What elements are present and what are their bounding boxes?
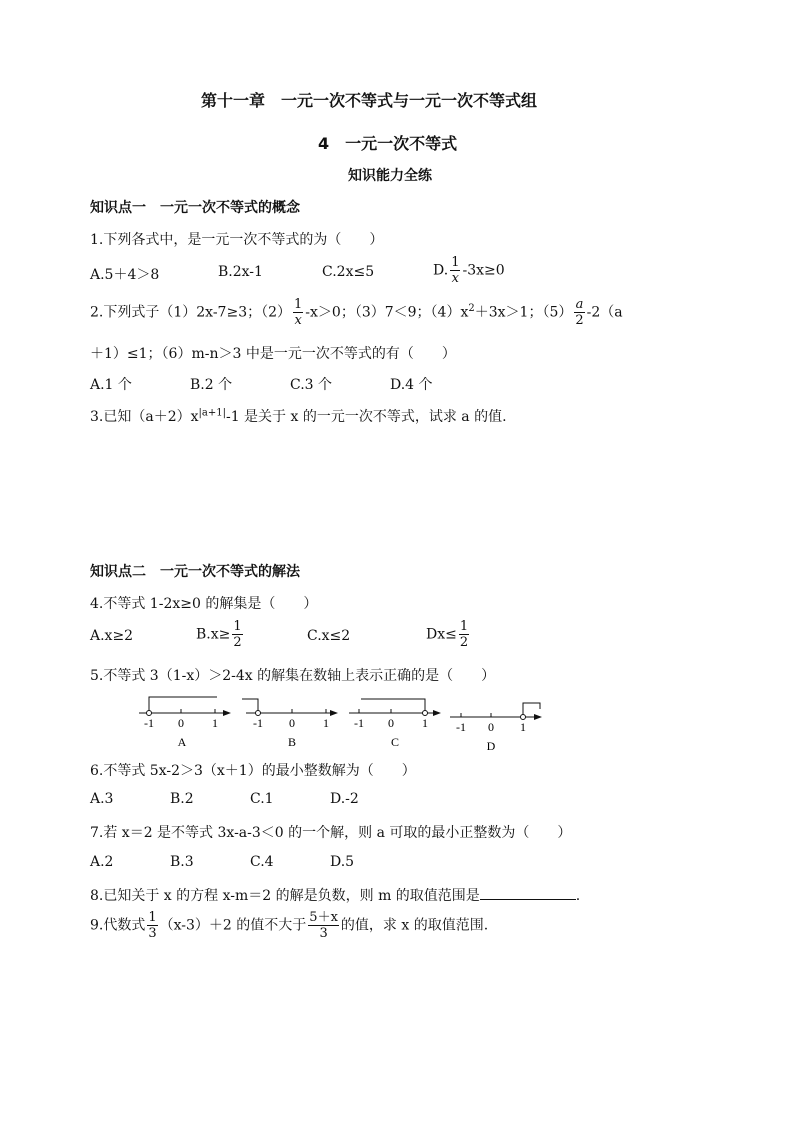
knowledge-point-2-heading: 知识点二 一元一次不等式的解法 <box>90 564 300 580</box>
question-9 <box>90 910 488 941</box>
section-title: 4 一元一次不等式 <box>318 134 458 153</box>
question-2-option-d: D.4 个 <box>390 377 433 393</box>
solution-ray <box>361 699 425 711</box>
fraction-denominator: 2 <box>575 313 584 328</box>
solution-ray <box>242 699 258 711</box>
fraction-denominator: 3 <box>319 926 328 941</box>
chapter-title: 第十一章 一元一次不等式与一元一次不等式组 <box>201 91 538 110</box>
question-3-post: -1 是关于 x 的一元一次不等式，试求 a 的值. <box>225 409 507 425</box>
fraction-numerator: a <box>575 297 584 312</box>
tick-label: 1 <box>323 716 329 730</box>
question-2-option-b: B.2 个 <box>190 377 233 393</box>
fraction-1-over-x <box>293 297 303 328</box>
tick-label: 0 <box>178 716 184 730</box>
question-7-option-c: C.4 <box>250 854 274 870</box>
tick-label: -1 <box>144 716 154 730</box>
fraction-denominator: 2 <box>233 635 242 650</box>
number-line-option-b <box>242 695 342 751</box>
option-b-prefix: B.x≥ <box>196 626 231 643</box>
fraction-numerator: 1 <box>233 619 242 634</box>
number-line-option-c <box>345 695 445 751</box>
number-line-d-graphic <box>446 695 546 751</box>
fraction-numerator: 1 <box>451 255 460 270</box>
fraction-numerator: 1 <box>459 619 469 634</box>
tick-label: -1 <box>456 720 466 734</box>
solution-ray <box>149 697 217 711</box>
endpoint-open <box>423 711 428 716</box>
question-4-option-b <box>196 619 245 650</box>
number-line-option-a <box>135 695 235 751</box>
fraction-5-plus-x-over-3 <box>308 910 339 941</box>
fraction-numerator: 5＋x <box>309 910 338 925</box>
option-label: A <box>177 735 187 749</box>
endpoint-open <box>147 711 152 716</box>
option-d-prefix: Dx≤ <box>426 626 457 643</box>
question-7-stem: 7.若 x＝2 是不等式 3x-a-3＜0 的一个解，则 a 可取的最小正整数为（ ） <box>90 825 572 841</box>
question-9-post: 的值，求 x 的取值范围. <box>340 917 489 934</box>
question-1-option-d <box>433 255 505 286</box>
axis-arrow <box>534 714 542 720</box>
question-2-text-b: -x＞0；（3）7＜9；（4）x <box>305 304 469 321</box>
axis-arrow <box>223 710 231 716</box>
fraction-1-over-x <box>450 255 460 286</box>
question-9-pre: 9.代数式 <box>90 917 146 934</box>
option-label: C <box>390 735 400 749</box>
question-5-stem: 5.不等式 3（1-x）＞2-4x 的解集在数轴上表示正确的是（ ） <box>90 668 496 684</box>
tick-label: -1 <box>253 716 263 730</box>
option-d-prefix: D. <box>433 262 449 279</box>
question-2-line-1 <box>90 297 623 328</box>
fraction-denominator: x <box>451 271 459 286</box>
question-6-option-a: A.3 <box>90 791 114 807</box>
fraction-denominator: 3 <box>148 926 157 941</box>
axis-arrow <box>330 710 338 716</box>
question-7-option-a: A.2 <box>90 854 114 870</box>
question-6-stem: 6.不等式 5x-2＞3（x＋1）的最小整数解为（ ） <box>90 763 416 779</box>
question-1-option-c: C.2x≤5 <box>322 264 375 280</box>
fraction-numerator: 1 <box>148 910 157 925</box>
option-label: D <box>486 739 496 751</box>
question-3 <box>90 406 507 426</box>
number-line-b-graphic <box>242 695 342 751</box>
question-2-text-d: -2（a <box>586 304 623 321</box>
fraction-a-over-2 <box>574 297 584 328</box>
number-line-c-graphic <box>345 695 445 751</box>
question-2-line-2: ＋1）≤1；（6）m-n＞3 中是一元一次不等式的有（ ） <box>90 346 456 362</box>
question-1-option-a: A.5＋4＞8 <box>90 267 160 283</box>
fraction-one-half <box>232 619 242 650</box>
question-7-option-d: D.5 <box>330 854 355 870</box>
question-8-text: 8.已知关于 x 的方程 x-m＝2 的解是负数，则 m 的取值范围是 <box>90 888 480 904</box>
exponent: 2 <box>468 302 475 314</box>
question-2-option-c: C.3 个 <box>290 377 333 393</box>
number-line-a-graphic <box>135 695 235 751</box>
solution-ray <box>523 703 540 715</box>
question-6-option-b: B.2 <box>170 791 194 807</box>
question-8-period: . <box>575 888 581 904</box>
question-8 <box>90 885 580 905</box>
question-3-pre: 3.已知（a＋2）x <box>90 409 199 425</box>
fraction-one-third <box>147 910 157 941</box>
sub-title: 知识能力全练 <box>348 168 432 184</box>
endpoint-open <box>256 711 261 716</box>
exponent: |a+1| <box>198 407 226 419</box>
question-6-option-c: C.1 <box>250 791 274 807</box>
knowledge-point-1-heading: 知识点一 一元一次不等式的概念 <box>90 200 300 216</box>
endpoint-open <box>521 715 526 720</box>
question-6-option-d: D.-2 <box>330 791 359 807</box>
fraction-denominator: x <box>294 313 302 328</box>
fraction-one-half <box>459 619 469 650</box>
question-9-mid: （x-3）＋2 的值不大于 <box>159 917 307 934</box>
answer-blank[interactable] <box>480 885 576 900</box>
tick-label: 1 <box>422 716 428 730</box>
tick-label: -1 <box>354 716 364 730</box>
question-7-option-b: B.3 <box>170 854 194 870</box>
question-1-option-b: B.2x-1 <box>218 264 263 280</box>
tick-label: 0 <box>289 716 295 730</box>
fraction-numerator: 1 <box>294 297 303 312</box>
question-4-stem: 4.不等式 1-2x≥0 的解集是（ ） <box>90 596 318 612</box>
axis-arrow <box>433 710 441 716</box>
fraction-denominator: 2 <box>459 635 469 650</box>
question-2-text-a: 2.下列式子（1）2x-7≥3；（2） <box>90 304 292 321</box>
question-2-option-a: A.1 个 <box>90 377 132 393</box>
question-2-text-c: ＋3x＞1；（5） <box>474 304 573 321</box>
question-4-option-d <box>426 619 471 650</box>
question-4-option-a: A.x≥2 <box>90 628 134 644</box>
tick-label: 0 <box>388 716 394 730</box>
option-d-rest: -3x≥0 <box>462 262 505 279</box>
tick-label: 1 <box>520 720 526 734</box>
question-1-stem: 1.下列各式中，是一元一次不等式的为（ ） <box>90 232 384 248</box>
option-label: B <box>287 735 297 749</box>
question-4-option-c: C.x≤2 <box>307 628 351 644</box>
number-line-option-d <box>446 695 546 751</box>
tick-label: 0 <box>488 720 494 734</box>
tick-label: 1 <box>212 716 218 730</box>
